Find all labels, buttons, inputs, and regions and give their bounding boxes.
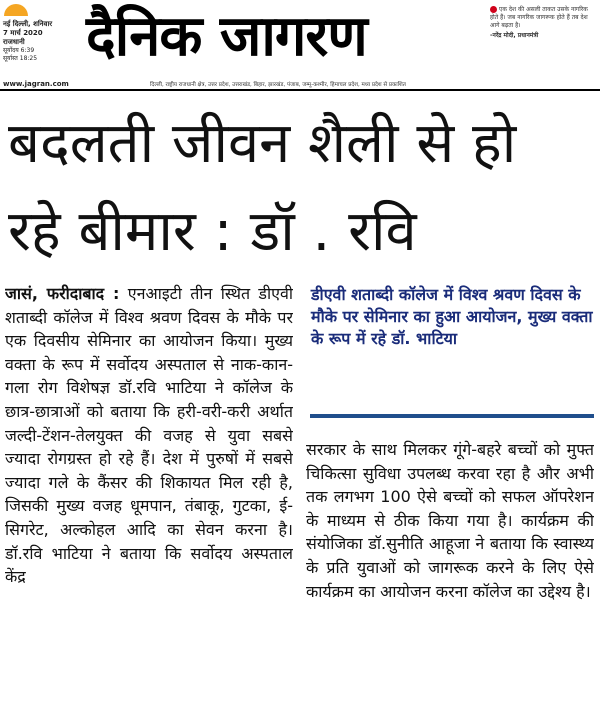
article-column-right: [306, 438, 594, 722]
edition-city: राजधानी: [3, 38, 25, 46]
edition-date: 7 मार्च 2020: [3, 29, 43, 37]
headline-line-2: रहे बीमार : डॉ . रवि: [8, 199, 417, 264]
masthead: [0, 0, 600, 92]
headline-line-1: बदलती जीवन शैली से हो: [8, 111, 517, 176]
sun-logo-icon: [4, 4, 28, 16]
website-link[interactable]: www.jagran.com: [3, 80, 69, 88]
sunrise-time: सूर्योदय 6:39: [3, 47, 35, 54]
dateline: जासं, फरीदाबाद :: [5, 284, 120, 303]
editions-list: दिल्ली, राष्ट्रीय राजधानी क्षेत्र, उत्तर प्रदेश, उत्तराखंड, बिहार, झारखंड, पंजाब, जम्मू-कश्मीर, हिमाचल प्रदेश, मध्य प्रदेश से प्रकाशित: [150, 82, 406, 88]
right-body-text: सरकार के साथ मिलकर गूंगे-बहरे बच्चों को मुफ्त चिकित्सा सुविधा उपलब्ध करवा रहा है और अभी तक लगभग 100 ऐसे बच्चों को सफल ऑपरेशन के माध्यम से ठीक किया गया है। कार्यक्रम की संयोजिका डॉ.सुनीति आहूजा ने बताया कि स्वास्थ्य के प्रति युवाओं को जागरूक करने के लिए ऐसे कार्यक्रम का आयोजन करना कॉलेज का उद्देश्य है।: [306, 440, 594, 601]
newspaper-title: दैनिक जागरण: [86, 4, 367, 69]
edition-info: [3, 20, 81, 63]
left-body-text: एनआइटी तीन स्थित डीएवी शताब्दी कॉलेज में विश्व श्रवण दिवस के मौके पर एक दिवसीय सेमिनार का आयोजन किया। मुख्य वक्ता के रूप में सर्वोदय अस्पताल से नाक-कान-गला रोग विशेषज्ञ डॉ.रवि भाटिया ने कॉलेज के छात्र-छात्राओं को बताया कि हरी-वरी-करी अर्थात जल्दी-टेंशन-तेलयुक्त की वजह से युवा सबसे ज्यादा रोगग्रस्त हो रहे हैं। देश में पुरुषों में सबसे ज्यादा गले के कैंसर की शिकायत मिल रही है, जिसकी मुख्य वजह धूमपान, तंबाकू, गुटका, ई-सिगरेट, अल्कोहल आदि का सेवन करना है। डॉ.रवि भाटिया ने बताया कि सर्वोदय अस्पताल केंद्र: [5, 284, 293, 587]
quote-text: एक देश की असली ताकत उसके नागरिक होते हैं। जब नागरिक जागरूक होते हैं तब देश आगे बढ़ता है।: [490, 6, 588, 29]
quote-box: [490, 6, 596, 40]
article-column-left: [5, 282, 293, 722]
sunset-time: सूर्यास्त 18:25: [3, 55, 38, 62]
quote-author: -नरेंद्र मोदी, प्रधानमंत्री: [490, 32, 539, 39]
masthead-rule: [0, 89, 600, 91]
edition-label: नई दिल्ली, शनिवार: [3, 20, 53, 28]
headline: [8, 100, 593, 276]
strap-divider: [310, 414, 594, 418]
article-strap: डीएवी शताब्दी कॉलेज में विश्व श्रवण दिवस के मौके पर सेमिनार का हुआ आयोजन, मुख्य वक्ता के रूप में रहे डॉ. भाटिया: [311, 285, 593, 348]
quote-icon: [490, 6, 497, 13]
